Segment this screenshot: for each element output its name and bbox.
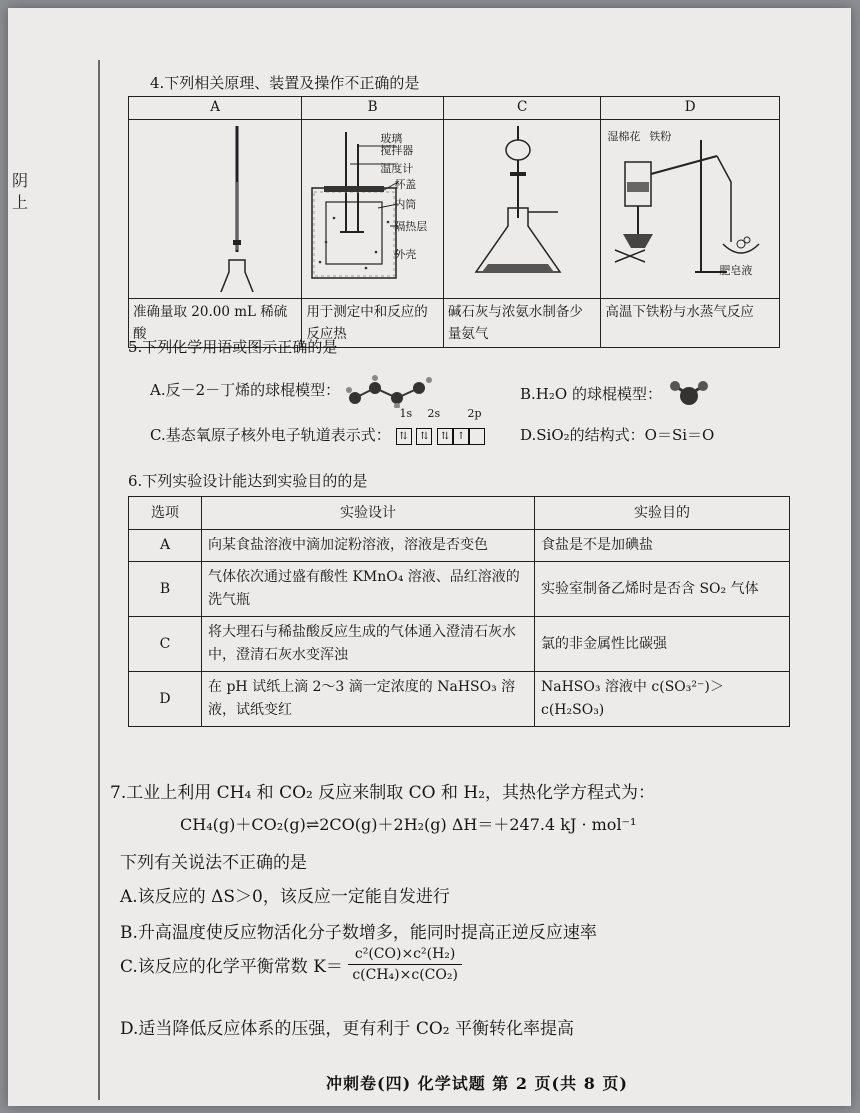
b-label-insulation: 隔热层 — [394, 220, 428, 233]
q6-row-design: 将大理石与稀盐酸反应生成的气体通入澄清石灰水中，澄清石灰水变浑浊 — [202, 617, 535, 672]
exam-page — [8, 8, 851, 1106]
d-label-wet-cotton: 湿棉花 — [607, 130, 641, 143]
q7-stem: 7.工业上利用 CH₄ 和 CO₂ 反应来制取 CO 和 H₂，其热化学方程式为： — [110, 783, 656, 803]
q5-option-c — [150, 406, 485, 445]
binding-margin-line — [98, 60, 100, 1100]
q5-option-b-text: B.H₂O 的球棍模型： — [520, 385, 662, 403]
margin-char: 阴 — [12, 171, 29, 190]
page-footer: 冲刺卷(四) 化学试题 第 2 页(共 8 页) — [326, 1074, 628, 1093]
q7-option-a: A.该反应的 ΔS＞0，该反应一定能自发进行 — [120, 887, 450, 907]
q4-caption-a: 准确量取 20.00 mL 稀硫酸 — [129, 299, 302, 348]
q6-row-option: A — [129, 530, 202, 562]
q6-row-goal: NaHSO₃ 溶液中 c(SO₃²⁻)＞c(H₂SO₃) — [535, 672, 790, 727]
b-label-glass: 玻璃 — [380, 132, 403, 145]
q6-row-option: D — [129, 672, 202, 727]
q5-option-a-text: A.反－2－丁烯的球棍模型： — [150, 381, 341, 399]
water-ball-stick-model — [667, 380, 711, 410]
trans-2-butene-model — [345, 374, 435, 408]
table-row — [129, 617, 790, 672]
ammonia-apparatus-diagram — [448, 122, 586, 292]
q4-figure-a — [129, 120, 302, 299]
q6-header-option: 选项 — [129, 497, 202, 530]
orbital-2p-label: 2p — [467, 406, 482, 420]
q6-row-option: B — [129, 562, 202, 617]
fraction-denominator: c(CH₄)×c(CO₂) — [352, 967, 458, 983]
orbital-1s-label: 1s — [399, 406, 413, 420]
q4-caption-d: 高温下铁粉与水蒸气反应 — [601, 299, 780, 348]
q7-ask: 下列有关说法不正确的是 — [120, 853, 307, 873]
q7-option-d: D.适当降低反应体系的压强，更有利于 CO₂ 平衡转化率提高 — [120, 1019, 574, 1039]
d-label-iron-powder: 铁粉 — [649, 130, 672, 143]
q5-option-b — [520, 380, 711, 410]
table-row — [129, 562, 790, 617]
b-label-shell: 外壳 — [394, 248, 417, 261]
q4-header-a: A — [129, 97, 302, 120]
q4-caption-c: 碱石灰与浓氨水制备少量氨气 — [443, 299, 600, 348]
q6-row-design: 气体依次通过盛有酸性 KMnO₄ 溶液、品红溶液的洗气瓶 — [202, 562, 535, 617]
q7-option-c-prefix: C.该反应的化学平衡常数 K＝ — [120, 957, 343, 977]
fraction-numerator: c²(CO)×c²(H₂) — [348, 946, 462, 965]
q6-row-goal: 氯的非金属性比碳强 — [535, 617, 790, 672]
q6-header-goal: 实验目的 — [535, 497, 790, 530]
b-label-stirrer: 搅拌器 — [380, 144, 414, 157]
q6-stem: 6.下列实验设计能达到实验目的的是 — [128, 472, 368, 490]
q4-figure-d — [601, 120, 780, 299]
equilibrium-constant-fraction — [348, 946, 462, 983]
q4-figure-b — [302, 120, 444, 299]
q4-stem: 4.下列相关原理、装置及操作不正确的是 — [150, 74, 420, 92]
q6-table — [128, 496, 790, 727]
q6-row-option: C — [129, 617, 202, 672]
margin-char: 上 — [12, 193, 29, 212]
q5-stem: 5.下列化学用语或图示正确的是 — [128, 338, 338, 356]
orbital-2s-label: 2s — [427, 406, 441, 420]
q6-row-design: 在 pH 试纸上滴 2～3 滴一定浓度的 NaHSO₃ 溶液，试纸变红 — [202, 672, 535, 727]
q4-header-d: D — [601, 97, 780, 120]
q5-option-c-text: C.基态氧原子核外电子轨道表示式： — [150, 426, 391, 444]
table-row — [129, 530, 790, 562]
q4-header-b: B — [302, 97, 444, 120]
oxygen-orbital-diagram: 1s 2s 2p ⇅ ⇅ ⇅ ↑ — [396, 427, 486, 446]
q7-option-c — [120, 946, 462, 983]
d-label-soap-solution: 肥皂液 — [719, 264, 753, 277]
b-label-inner-cup: 内筒 — [394, 198, 417, 211]
q5-option-d: D.SiO₂的结构式：O＝Si＝O — [520, 426, 715, 444]
q4-table — [128, 96, 780, 348]
q4-header-c: C — [443, 97, 600, 120]
q6-row-design: 向某食盐溶液中滴加淀粉溶液，溶液是否变色 — [202, 530, 535, 562]
q7-option-b: B.升高温度使反应物活化分子数增多，能同时提高正逆反应速率 — [120, 923, 597, 943]
burette-flask-diagram — [133, 122, 283, 292]
q6-header-design: 实验设计 — [202, 497, 535, 530]
q4-figure-c — [443, 120, 600, 299]
q6-row-goal: 实验室制备乙烯时是否含 SO₂ 气体 — [535, 562, 790, 617]
b-label-thermometer: 温度计 — [380, 162, 414, 175]
q7-equation: CH₄(g)＋CO₂(g)⇌2CO(g)＋2H₂(g) ΔH＝＋247.4 kJ · mol⁻¹ — [180, 815, 637, 834]
b-label-lid: 杯盖 — [394, 178, 417, 191]
q6-row-goal: 食盐是不是加碘盐 — [535, 530, 790, 562]
q4-caption-b: 用于测定中和反应的反应热 — [302, 299, 444, 348]
table-row — [129, 672, 790, 727]
q5-option-a — [150, 374, 435, 408]
